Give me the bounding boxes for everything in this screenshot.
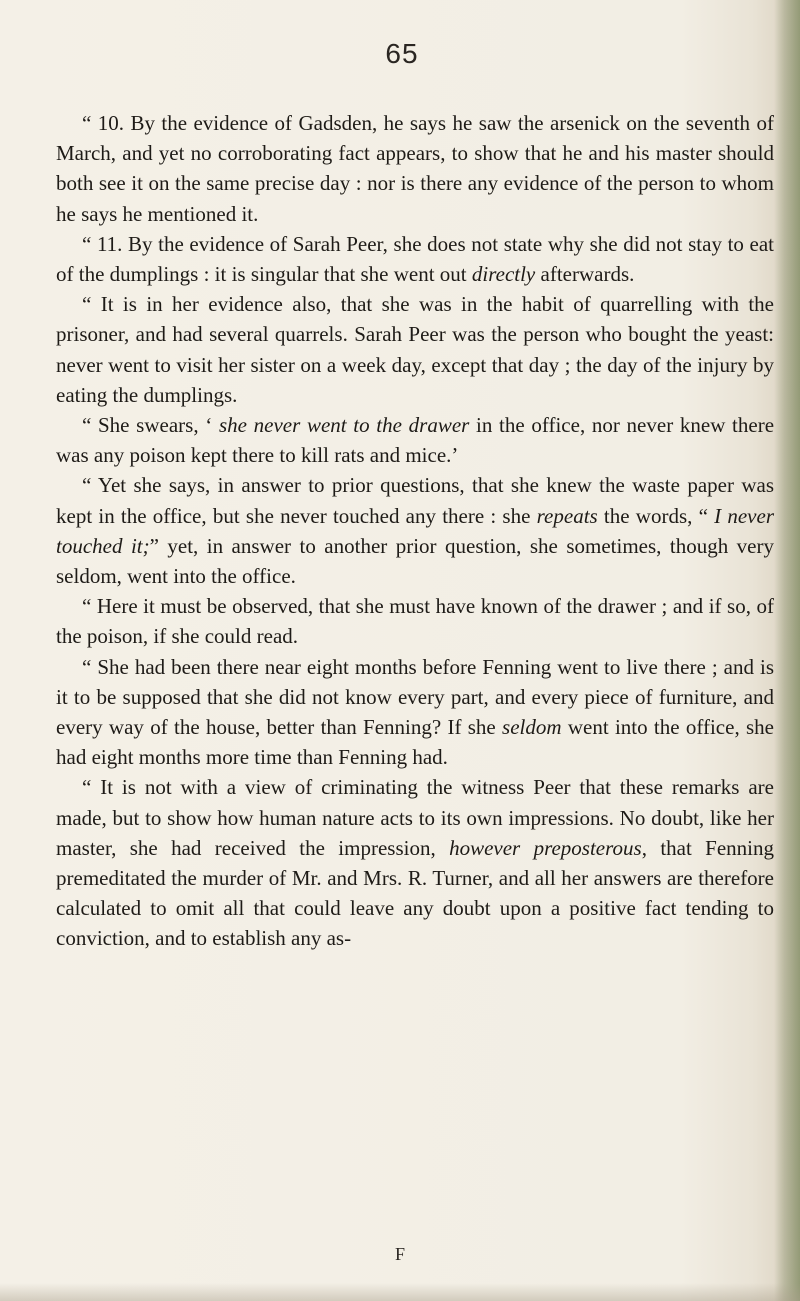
text-run: “ Here it must be observed, that she must have known of the drawer ; and if so, of the poison, if she could read. <box>56 594 774 649</box>
signature-mark: F <box>394 1244 405 1264</box>
italic-text: seldom <box>502 715 562 740</box>
paragraph <box>56 772 774 953</box>
paragraph <box>56 229 774 289</box>
paragraph <box>56 591 774 651</box>
page-number: 65 <box>385 38 419 69</box>
page-edge-shadow <box>774 0 800 1301</box>
text-run: in the office, nor never knew there was any poison kept there to kill rats and mice.’ <box>56 413 775 468</box>
text-run: afterwards. <box>535 262 635 287</box>
text-run: “ Yet she says, in answer to prior questions, that she knew the waste paper was kept in the office, but she never touched any there : she <box>56 473 774 528</box>
italic-text: she never went to the drawer <box>218 413 470 438</box>
text-run: “ It is in her evidence also, that she was in the habit of quarrelling with the prisoner, and had several quarrels. Sarah Peer was the person who bought the yeast: never went to visit her sister on a week day, except that day ; the day of the injury by eating the dumplings. <box>56 292 774 407</box>
text-run: ” yet, in answer to another prior question, she sometimes, though very seldom, went into the office. <box>56 533 774 589</box>
paragraph <box>56 652 774 773</box>
body-text <box>56 108 774 954</box>
text-run: “ 11. By the evidence of Sarah Peer, she does not state why she did not stay to eat of the dumplings : it is singular that she went out <box>56 231 774 287</box>
text-run: went into the office, she had eight months more time than Fenning had. <box>56 715 774 770</box>
italic-text: directly <box>471 262 536 287</box>
text-run: “ She swears, ‘ <box>82 413 219 438</box>
text-run: “ 10. By the evidence of Gadsden, he says he saw the arsenick on the seventh of March, and yet no corroborating fact appears, to show that he and his master should both see it on the same precise day : nor is there any evidence of the person to whom he says he mentioned it. <box>56 111 774 226</box>
italic-text: however preposterous <box>449 835 642 860</box>
text-run: “ It is not with a view of criminating the witness Peer that these remarks are made, but to show how human nature acts to its own impressions. No doubt, like her master, she had received the impression, <box>56 775 774 860</box>
paragraph <box>56 470 774 591</box>
paragraph <box>56 289 774 410</box>
paragraph <box>56 108 774 229</box>
text-run: , that Fenning premeditated the murder of Mr. and Mrs. R. Turner, and all her answers are therefore calculated to omit all that could leave any doubt upon a positive fact tending to conviction, and to establish any as- <box>56 835 775 951</box>
paragraph <box>56 410 774 470</box>
italic-text: repeats <box>536 503 598 528</box>
page-bottom-shadow <box>0 1283 800 1301</box>
italic-text: I never touched it; <box>56 503 774 558</box>
text-run: the words, “ <box>597 503 715 528</box>
text-run: “ She had been there near eight months before Fenning went to live there ; and is it to be supposed that she did not know every part, and every piece of furniture, and every way of the house, better than Fenning? If she <box>56 654 774 740</box>
